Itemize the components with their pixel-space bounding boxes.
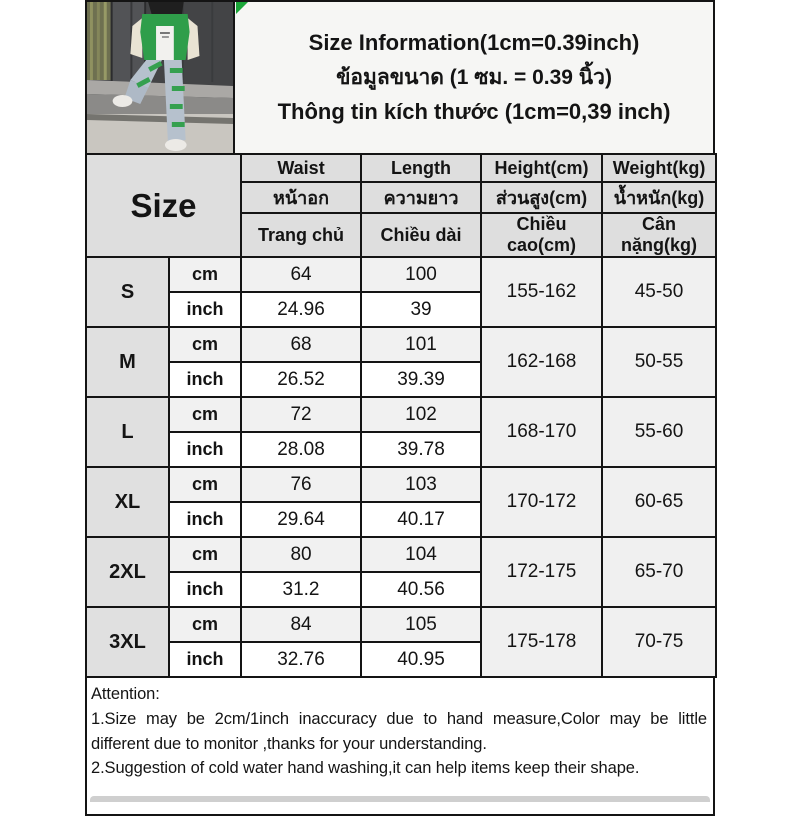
unit-label-cm: cm xyxy=(169,327,241,362)
length-inch-value: 39.39 xyxy=(361,362,481,397)
col-header-waist-vi: Trang chủ xyxy=(241,213,361,257)
unit-label-cm: cm xyxy=(169,467,241,502)
waist-inch-value: 31.2 xyxy=(241,572,361,607)
weight-range-value: 70-75 xyxy=(602,607,716,677)
table-row xyxy=(86,257,716,292)
height-range-value: 162-168 xyxy=(481,327,602,397)
length-cm-value: 102 xyxy=(361,397,481,432)
col-header-height-en: Height(cm) xyxy=(481,154,602,182)
weight-range-value: 55-60 xyxy=(602,397,716,467)
col-header-length-vi: Chiều dài xyxy=(361,213,481,257)
title-english: Size Information(1cm=0.39inch) xyxy=(308,30,640,55)
unit-label-inch: inch xyxy=(169,502,241,537)
waist-inch-value: 26.52 xyxy=(241,362,361,397)
waist-inch-value: 24.96 xyxy=(241,292,361,327)
size-row-label: L xyxy=(86,397,169,467)
col-header-height-vi: Chiều cao(cm) xyxy=(481,213,602,257)
waist-inch-value: 28.08 xyxy=(241,432,361,467)
length-cm-value: 105 xyxy=(361,607,481,642)
size-table xyxy=(85,153,717,678)
unit-label-inch: inch xyxy=(169,432,241,467)
title-vietnamese: Thông tin kích thước (1cm=0,39 inch) xyxy=(277,99,671,124)
size-row-label: S xyxy=(86,257,169,327)
length-inch-value: 40.17 xyxy=(361,502,481,537)
weight-range-value: 45-50 xyxy=(602,257,716,327)
unit-label-cm: cm xyxy=(169,257,241,292)
waist-inch-value: 29.64 xyxy=(241,502,361,537)
unit-label-inch: inch xyxy=(169,572,241,607)
green-corner-accent-icon xyxy=(236,2,248,14)
table-row xyxy=(86,467,716,502)
unit-label-inch: inch xyxy=(169,292,241,327)
unit-label-cm: cm xyxy=(169,607,241,642)
size-row-label: 2XL xyxy=(86,537,169,607)
size-header-label: Size xyxy=(86,154,241,257)
height-range-value: 168-170 xyxy=(481,397,602,467)
unit-label-cm: cm xyxy=(169,397,241,432)
length-inch-value: 39.78 xyxy=(361,432,481,467)
waist-cm-value: 72 xyxy=(241,397,361,432)
col-header-weight-en: Weight(kg) xyxy=(602,154,716,182)
waist-cm-value: 80 xyxy=(241,537,361,572)
size-chart-sheet xyxy=(85,0,715,816)
bottom-scroll-handle xyxy=(90,796,710,802)
waist-cm-value: 64 xyxy=(241,257,361,292)
product-photo xyxy=(87,2,235,153)
size-row-label: M xyxy=(86,327,169,397)
length-cm-value: 101 xyxy=(361,327,481,362)
height-range-value: 155-162 xyxy=(481,257,602,327)
height-range-value: 170-172 xyxy=(481,467,602,537)
attention-item-2: 2.Suggestion of cold water hand washing,it can help items keep their shape. xyxy=(91,759,640,778)
header-section xyxy=(85,0,715,155)
col-header-weight-vi: Cân nặng(kg) xyxy=(602,213,716,257)
attention-item-1: 1.Size may be 2cm/1inch inaccuracy due to hand measure,Color may be little different due to monitor ,thanks for your understanding. xyxy=(91,709,707,753)
title-thai: ข้อมูลขนาด (1 ซม. = 0.39 นิ้ว) xyxy=(336,66,612,89)
size-row-label: XL xyxy=(86,467,169,537)
size-row-label: 3XL xyxy=(86,607,169,677)
height-range-value: 172-175 xyxy=(481,537,602,607)
length-cm-value: 103 xyxy=(361,467,481,502)
table-row xyxy=(86,537,716,572)
col-header-length-th: ความยาว xyxy=(361,182,481,213)
col-header-length-en: Length xyxy=(361,154,481,182)
col-header-weight-th: น้ำหนัก(kg) xyxy=(602,182,716,213)
unit-label-inch: inch xyxy=(169,642,241,677)
model-illustration xyxy=(87,2,233,153)
table-row xyxy=(86,397,716,432)
waist-inch-value: 32.76 xyxy=(241,642,361,677)
weight-range-value: 50-55 xyxy=(602,327,716,397)
length-inch-value: 39 xyxy=(361,292,481,327)
attention-note xyxy=(85,676,715,816)
length-cm-value: 104 xyxy=(361,537,481,572)
length-inch-value: 40.56 xyxy=(361,572,481,607)
col-header-height-th: ส่วนสูง(cm) xyxy=(481,182,602,213)
title-block xyxy=(235,2,713,153)
weight-range-value: 65-70 xyxy=(602,537,716,607)
waist-cm-value: 76 xyxy=(241,467,361,502)
waist-cm-value: 84 xyxy=(241,607,361,642)
weight-range-value: 60-65 xyxy=(602,467,716,537)
unit-label-cm: cm xyxy=(169,537,241,572)
col-header-waist-en: Waist xyxy=(241,154,361,182)
table-row xyxy=(86,607,716,642)
col-header-waist-th: หน้าอก xyxy=(241,182,361,213)
attention-heading: Attention: xyxy=(91,685,160,703)
length-inch-value: 40.95 xyxy=(361,642,481,677)
length-cm-value: 100 xyxy=(361,257,481,292)
unit-label-inch: inch xyxy=(169,362,241,397)
height-range-value: 175-178 xyxy=(481,607,602,677)
table-row xyxy=(86,327,716,362)
waist-cm-value: 68 xyxy=(241,327,361,362)
